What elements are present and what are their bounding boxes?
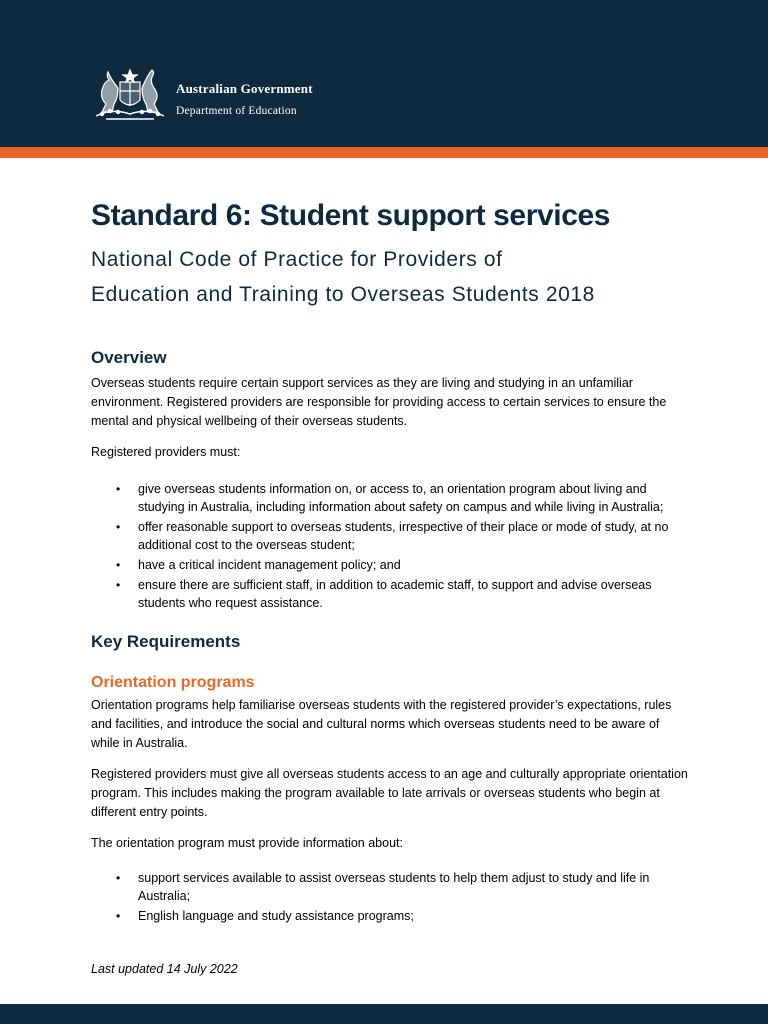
organisation-name: Australian Government — [176, 81, 313, 96]
bullet-icon: • — [116, 578, 121, 592]
list-item: • give overseas students information on, or access to, an orientation program about living and studying in Australia, including information about safety on campus and while living in Australia; — [116, 482, 664, 514]
bullet-icon: • — [116, 520, 121, 534]
orientation-intro: The orientation program must provide information about: — [91, 836, 403, 850]
government-branding — [176, 80, 313, 119]
document-body — [91, 194, 691, 927]
page-footer-bar — [0, 1004, 768, 1024]
orientation-paragraph: Orientation programs help familiarise overseas students with the registered provider’s expectations, rules and facilities, and introduce the social and cultural norms which overseas students need to be aware of while in Australia. — [91, 698, 672, 750]
bullet-icon: • — [116, 871, 121, 885]
overview-heading: Overview — [91, 348, 167, 367]
overview-bullet-list — [91, 480, 691, 612]
department-name: Department of Education — [176, 105, 297, 117]
coat-of-arms-icon — [92, 68, 168, 122]
orientation-heading: Orientation programs — [91, 674, 255, 691]
list-item: • offer reasonable support to overseas students, irrespective of their place or mode of study, at no additional cost to the overseas student; — [116, 520, 669, 552]
bullet-icon: • — [116, 558, 121, 572]
orientation-paragraph: Registered providers must give all overseas students access to an age and culturally appropriate orientation program. This includes making the program available to late arrivals or overseas students who begin at different entry points. — [91, 767, 688, 819]
bullet-icon: • — [116, 909, 121, 923]
orange-accent-bar — [0, 147, 768, 158]
list-item: • English language and study assistance programs; — [116, 909, 414, 923]
list-item: • ensure there are sufficient staff, in addition to academic staff, to support and advise overseas students who request assistance. — [116, 578, 652, 610]
overview-paragraph: Overseas students require certain support services as they are living and studying in an unfamiliar environment. Registered providers are responsible for providing access to certain services to ensure the mental and physical wellbeing of their overseas students. — [91, 376, 667, 428]
subtitle-line: Education and Training to Overseas Students 2018 — [91, 283, 595, 306]
overview-intro: Registered providers must: — [91, 445, 241, 459]
subtitle-line: National Code of Practice for Providers of — [91, 248, 503, 271]
page-header — [0, 0, 768, 147]
key-requirements-heading: Key Requirements — [91, 632, 241, 651]
orientation-bullet-list — [91, 869, 691, 925]
bullet-icon: • — [116, 482, 121, 496]
list-item: • support services available to assist overseas students to help them adjust to study and life in Australia; — [116, 871, 650, 903]
page-subtitle — [91, 242, 691, 312]
page-title: Standard 6: Student support services — [91, 199, 611, 232]
list-item: • have a critical incident management policy; and — [116, 558, 401, 572]
last-updated-note: Last updated 14 July 2022 — [91, 962, 238, 976]
